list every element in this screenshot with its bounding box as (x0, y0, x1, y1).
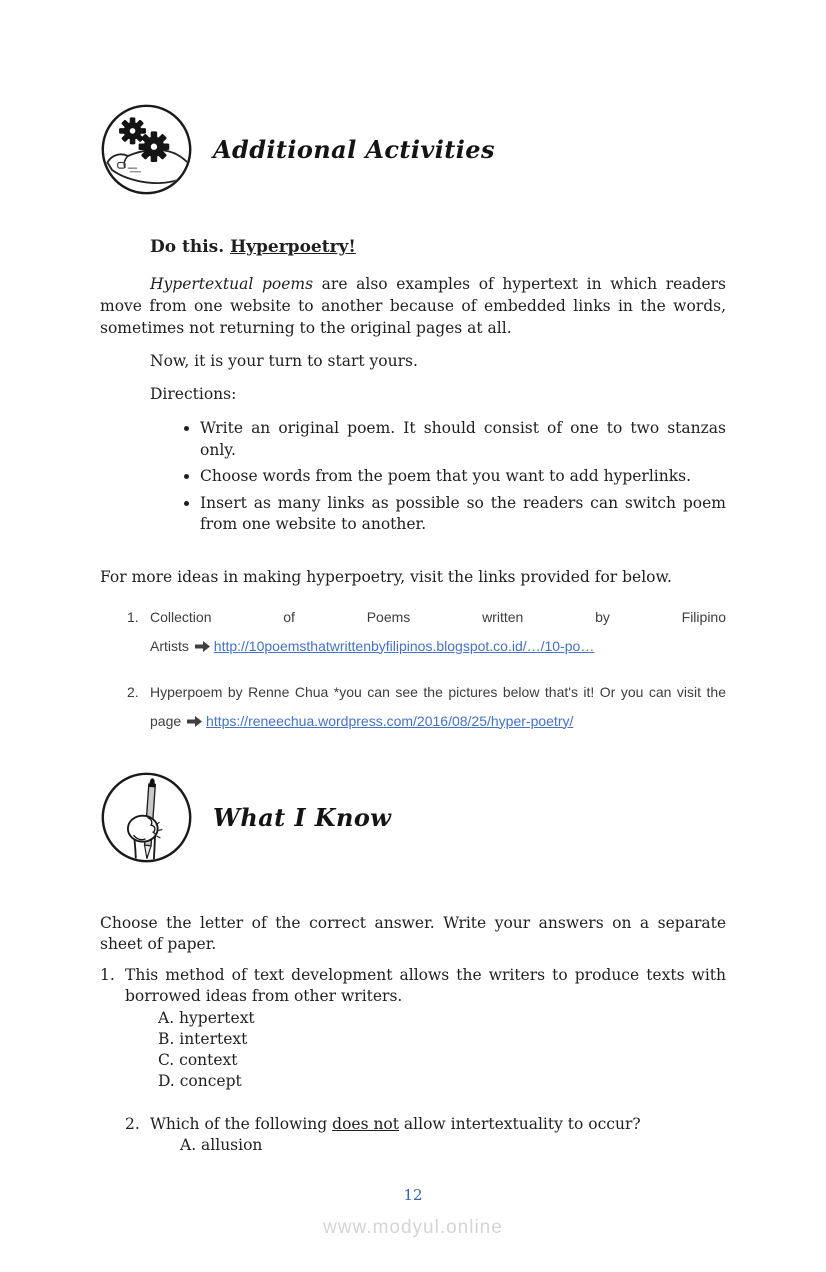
answer-option: C. context (158, 1050, 238, 1069)
quiz-instructions: Choose the letter of the correct answer. Write your answers on a separate sheet of paper. (100, 913, 726, 953)
direction-item: • Choose words from the poem that you want to add hyperlinks. (200, 466, 726, 488)
page-number: 12 (403, 1186, 423, 1204)
page-title-what-i-know: What I Know (213, 802, 392, 832)
question-text: This method of text development allows the writers to produce texts with borrowed ideas from other writers. (125, 965, 726, 1005)
question-2 (125, 1114, 726, 1157)
list-item-text: Artists (150, 637, 193, 654)
list-item-text: Collection of Poems written by Filipino (150, 608, 726, 625)
watermark-text: www.modyul.online (323, 1217, 503, 1238)
now-line: Now, it is your turn to start yours. (150, 352, 418, 370)
poem-collection-link[interactable]: http://10poemsthatwrittenbyfilipinos.blogspot.co.id/…/10-po… (213, 637, 595, 654)
directions-label: Directions: (150, 385, 237, 403)
do-this-heading (150, 237, 726, 257)
page-title-additional-activities: Additional Activities (213, 135, 495, 164)
list-item (100, 603, 726, 662)
direction-item: • Insert as many links as possible so the readers can switch poem from one website to another. (200, 493, 726, 536)
hypertextual-paragraph (100, 273, 726, 339)
list-item-number: 2. (127, 683, 139, 700)
question-text-underlined: does not (332, 1114, 399, 1133)
question-number: 1. (100, 965, 115, 984)
right-arrow-icon (187, 708, 202, 737)
list-item (100, 678, 726, 737)
answer-option: D. concept (158, 1071, 242, 1090)
right-arrow-icon (195, 633, 210, 662)
section-header-what-i-know (100, 771, 726, 864)
answer-option: A. allusion (180, 1136, 263, 1154)
paragraph-body: are also examples of hypertext in which readers move from one website to another because of embedded links in the words, sometimes not returning to the original pages at all. (100, 275, 726, 337)
question-text: Which of the following (150, 1114, 333, 1133)
page-content (0, 103, 826, 1156)
list-item-number: 1. (127, 608, 139, 625)
hand-with-gears-icon (100, 103, 193, 196)
reference-links-list (100, 603, 726, 737)
do-this-underlined: Hyperpoetry! (230, 237, 356, 257)
paragraph-italic-lead: Hypertextual poems (150, 275, 314, 293)
section-header-additional-activities (100, 103, 726, 196)
answer-option: B. intertext (158, 1029, 248, 1048)
directions-list (100, 418, 726, 536)
hand-holding-pencil-icon (100, 771, 193, 864)
direction-item: • Write an original poem. It should consist of one to two stanzas only. (200, 418, 726, 461)
list-item-text: Hyperpoem by Renne Chua *you can see the pictures below that's it! Or you can visit the page (150, 683, 726, 729)
hyperpoem-link[interactable]: https://reneechua.wordpress.com/2016/08/25/hyper-poetry/ (206, 712, 574, 729)
question-1 (100, 965, 726, 1008)
do-this-prefix: Do this. (150, 237, 231, 257)
links-intro-text: For more ideas in making hyperpoetry, visit the links provided for below. (100, 567, 672, 586)
answer-option: A. hypertext (158, 1008, 255, 1027)
question-number: 2. (125, 1114, 140, 1133)
list-item-link-line (150, 632, 726, 662)
question-2-options (150, 1135, 726, 1156)
question-text: allow intertextuality to occur? (399, 1114, 641, 1133)
